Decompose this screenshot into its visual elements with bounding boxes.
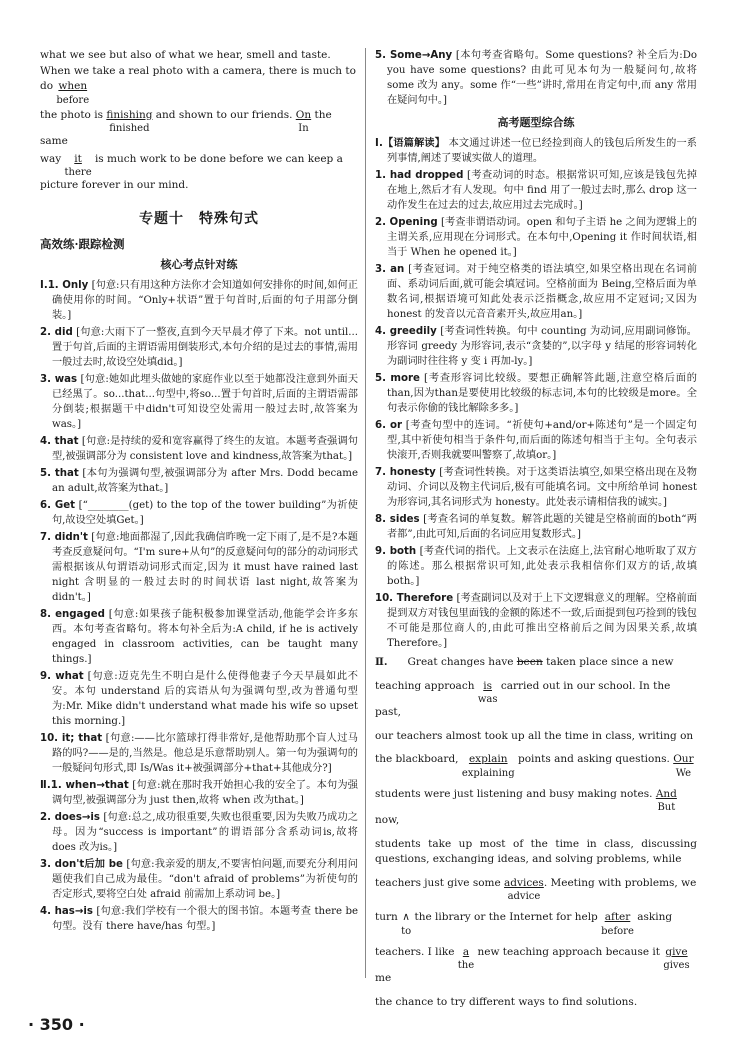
answer-explanation: [考查词性转换。句中 counting 为动词,应用副词修饰。形容词 greedy 为形容词,表示“贪婪的”,以字母 y 结尾的形容词转化为副词时往往将 y 变 i 再加-ly。] xyxy=(387,326,697,367)
answer-item xyxy=(40,607,358,667)
passage-line-10: the chance to try different ways to find solutions. xyxy=(375,995,638,1008)
answer-explanation: [句意:——比尔篮球打得非常好,是他帮助那个盲人过马路的吗?——是的,当然是。他总是乐意帮助别人。第一句为强调句的一般疑问句形式,即 Is/Was it+被强调部分+that+其他成分?] xyxy=(52,732,358,774)
answer-explanation: [句意:迈克先生不明白是什么使得他妻子今天早晨如此不安。本句 understand 后的宾语从句为强调句型,改为普通句型为:Mr. Mike didn't understand what made his wife so upset this morning.] xyxy=(52,670,358,727)
answer-item xyxy=(40,498,358,528)
answer-item xyxy=(40,857,358,902)
answer-label: 6. or xyxy=(375,420,403,431)
answer-label: 7. honesty xyxy=(375,467,436,478)
answer-label: 4. greedily xyxy=(375,326,437,337)
answer-explanation: [句意:大雨下了一整夜,直到今天早晨才停了下来。not until...置于句首,后面的主谓语需用倒装形式,本句介绍的是过去的事情,需用一般过去时,故设空处填did。] xyxy=(52,326,358,368)
answer-explanation: [句意:如果孩子能积极参加课堂活动,他能学会许多东西。本句考查省略句。将本句补全后为:A child, if he is actively engaged in classroom activities, can be taught many things.] xyxy=(52,608,358,665)
answer-item xyxy=(40,530,358,605)
answer-label: 2. does→is xyxy=(40,811,100,823)
answer-explanation: [句意:我们学校有一个很大的图书馆。本题考查 there be 句型。没有 there have/has 句型。] xyxy=(52,905,358,932)
answer-item xyxy=(375,168,697,213)
answer-explanation: [句意:总之,成功很重要,失败也很重要,因为失败乃成功之母。因为“success is important”的谓语部分含系动词is,故将 does 改为is。] xyxy=(52,811,358,853)
correction-on: $\frac{On}{In}$ xyxy=(295,108,312,134)
answer-explanation: [考查动词的时态。根据常识可知,应该是钱包先掉在地上,然后才有人发现。句中 find 用了一般过去时,那么 drop 这一动作发生在过去的过去,故应用过去完成时。] xyxy=(387,170,697,211)
answer-label: 8. engaged xyxy=(40,608,105,620)
answer-explanation: [句意:地面都湿了,因此我确信昨晚一定下雨了,是不是?本题考查反意疑问句。“I'm sure+从句”的反意疑问句的部分的动词形式需根据该从句谓语动词形式而定,因为 it must have rained last night 含明显的一般过去时的时间状语 last night,故答案为didn't。] xyxy=(52,531,358,603)
answer-item xyxy=(375,324,697,369)
answer-item xyxy=(375,512,697,542)
answer-item xyxy=(375,544,697,589)
passage-line: way it there is much work to be done before we can keep a xyxy=(40,152,343,178)
answer-explanation: [句意:是持续的爱和宽容赢得了终生的友谊。本题考查强调句型,被强调部分为 consistent love and kindness,故答案为that。] xyxy=(52,435,358,462)
answer-explanation: [“________(get) to the top of the tower building”为祈使句,故设空处填Get。] xyxy=(52,499,358,526)
answer-label: 3. don't后加 be xyxy=(40,858,123,870)
answer-label: 10. Therefore xyxy=(375,593,454,604)
passage-line-6: students take up most of the time in class, discussing questions, exchanging ideas, and solving problems, while xyxy=(375,837,697,865)
answer-item xyxy=(375,371,697,416)
answer-label: Ⅰ.【语篇解读】 xyxy=(375,138,446,149)
passage-line-1: Ⅱ. Great changes have been taken place since a new xyxy=(375,656,674,668)
answer-item xyxy=(40,669,358,729)
answer-explanation: [句意:就在那时我开始担心我的安全了。本句为强调句型,被强调部分为 just then,故将 when 改为that。] xyxy=(52,779,358,806)
answer-label: 3. an xyxy=(375,264,405,275)
answer-label: 5. Some→Any xyxy=(375,50,453,61)
answer-label: 6. Get xyxy=(40,499,76,511)
answer-item xyxy=(375,418,697,463)
answer-explanation: [考查句型中的连词。“祈使句+and/or+陈述句”是一个固定句型,其中祈使句相当于条件句,而后面的陈述句相当于主句。全句表示快滚开,否则我就要叫警察了,故填or。] xyxy=(387,420,697,461)
error-correction-passage xyxy=(375,655,697,1010)
answer-label: 7. didn't xyxy=(40,531,88,543)
answer-explanation: [考查代词的指代。上文表示在法庭上,法官耐心地听取了双方的陈述。那么根据常识可知,此处表示我相信你们双方的话,故填 both。] xyxy=(387,546,697,587)
answer-label: 3. was xyxy=(40,373,78,385)
left-column xyxy=(40,48,358,936)
answer-explanation: [考查词性转换。对于这类语法填空,如果空格出现在及物动词、介词以及物主代词后,极有可能填名词。文中所给单词 honest 为形容词,其名词形式为 honesty。此处表示请相信我的诚实。] xyxy=(387,467,697,508)
subsection-heading-2: 高考题型综合练 xyxy=(497,116,575,129)
answer-item xyxy=(375,48,697,108)
answer-item xyxy=(40,372,358,432)
answer-list-top xyxy=(375,48,697,108)
passage-line-7: teachers just give some advices advice . Meeting with problems, we xyxy=(375,876,697,902)
answer-explanation: [考查非谓语动词。open 和句子主语 he 之间为逻辑上的主谓关系,应用现在分词形式。在本句中,Opening it 作时间状语,相当于 When he opened it。] xyxy=(387,217,697,258)
section-heading: 高效练·跟踪检测 xyxy=(40,236,125,251)
answer-explanation: [本句考查省略句。Some questions? 补全后为:Do you have some questions? 由此可见本句为一般疑问句,故将 some 改为 any。some 作“一些”讲时,常用在肯定句中,而 any 常用在疑问句中。] xyxy=(387,50,697,106)
answer-explanation: [考查形容词比较级。要想正确解答此题,注意空格后面的than,因为than是要使用比较级的标志词,本句的比较级是more。全句表示你偷的钱比解除多多。] xyxy=(387,373,697,414)
answer-list-2 xyxy=(375,136,697,651)
passage-line-3: our teachers almost took up all the time in class, writing on xyxy=(375,729,694,742)
answer-item xyxy=(375,215,697,260)
deleted-word: been xyxy=(516,656,543,668)
answer-explanation: [句意:她如此埋头做她的家庭作业以至于她都没注意到外面天已经黑了。so...that...句型中,将so...置于句首时,后面的主谓语需部分倒装;根据题干中didn't可知设空处需用一般过去时,故答案为was。] xyxy=(52,373,359,430)
answer-explanation: [句意:我亲爱的朋友,不要害怕问题,而要充分利用问题使我们自己成为最佳。“don't afraid of problems”为祈使句的否定形式,要将空白处 afraid 前需加上系动词 be。] xyxy=(52,858,358,900)
correction-it: it there xyxy=(64,152,92,178)
passage-continued: what we see but also of what we hear, smell and taste. When we take a real photo with a camera, there is much to do when before xyxy=(40,49,356,106)
correction-finishing: finishing finished xyxy=(106,108,153,134)
answer-item xyxy=(40,278,358,323)
answer-label: 5. more xyxy=(375,373,420,384)
answer-label: 5. that xyxy=(40,467,79,479)
answer-label: 2. Opening xyxy=(375,217,438,228)
answer-item xyxy=(40,466,358,496)
answer-label: Ⅰ.1. Only xyxy=(40,279,89,291)
chapter-title: 专题十 特殊句式 xyxy=(139,210,259,227)
column-divider xyxy=(365,48,366,978)
answer-explanation: [本句为强调句型,被强调部分为 after Mrs. Dodd became an adult,故答案为that。] xyxy=(52,467,358,494)
passage-line-2: teaching approach is was carried out in our school. In the past, xyxy=(375,679,671,718)
answer-list xyxy=(40,278,358,934)
answer-label: 10. it; that xyxy=(40,732,103,744)
answer-item xyxy=(375,262,697,322)
answer-item xyxy=(40,810,358,855)
page-number: · 350 · xyxy=(28,1015,85,1034)
answer-item xyxy=(375,136,697,166)
passage-line-4: the blackboard, explain explaining points and asking questions. Our We xyxy=(375,753,694,779)
passage-line: picture forever in our mind. xyxy=(40,179,189,191)
answer-item xyxy=(40,434,358,464)
answer-explanation: [考查名词的单复数。解答此题的关键是空格前面的both“两者都”,由此可知,后面的名词应用复数形式。] xyxy=(387,514,697,540)
answer-label: 8. sides xyxy=(375,514,420,525)
answer-label: 9. what xyxy=(40,670,84,682)
answer-explanation: [句意:只有用这种方法你才会知道如何安排你的时间,如何正确使用你的时间。“Only+状语”置于句首时,后面的句子用部分倒装。] xyxy=(52,279,358,321)
answer-item xyxy=(375,591,697,651)
answer-label: 1. had dropped xyxy=(375,170,464,181)
answer-label: 9. both xyxy=(375,546,417,557)
answer-item xyxy=(375,465,697,510)
answer-item xyxy=(40,325,358,370)
answer-label: 2. did xyxy=(40,326,73,338)
answer-item xyxy=(40,778,358,808)
subsection-heading: 核心考点针对练 xyxy=(160,257,238,271)
answer-explanation: 本文通过讲述一位已经捡到商人的钱包后所发生的一系列事情,阐述了要诚实做人的道理。 xyxy=(387,138,697,164)
right-column xyxy=(375,48,697,1018)
passage-line-5: students were just listening and busy making notes. And But now, xyxy=(375,787,677,826)
passage-line: the photo is finishing finished and shown to our friends. $\frac{On}{In}$ the same xyxy=(40,108,332,147)
answer-label: 4. has→is xyxy=(40,905,93,917)
answer-label: 4. that xyxy=(40,435,79,447)
correction-when: when before xyxy=(56,80,90,106)
answer-item xyxy=(40,904,358,934)
answer-item xyxy=(40,731,358,776)
passage-line-8: turn ∧ to the library or the Internet for help after before asking xyxy=(375,911,673,937)
answer-explanation: [考查副词以及对于上下文逻辑意义的理解。空格前面提到双方对钱包里面钱的金额的陈述不一致,后面提到包巧捡到的钱包不可能是那位商人的,由此可推出空格前后之间为因果关系,故填 Therefore。] xyxy=(387,593,697,649)
answer-explanation: [考查冠词。对于纯空格类的语法填空,如果空格出现在名词前面、系动词后面,就可能会填冠词。空格前面为 Being,空格后面为单数名词,根据语境可知此处表示泛指概念,故应用不定冠词;又因为 honest 的发音以元音音素开头,故应用an。] xyxy=(387,264,697,320)
answer-label: Ⅱ.1. when→that xyxy=(40,779,129,791)
passage-line-9: teachers. I like a the new teaching approach because it give gives me xyxy=(375,945,690,984)
